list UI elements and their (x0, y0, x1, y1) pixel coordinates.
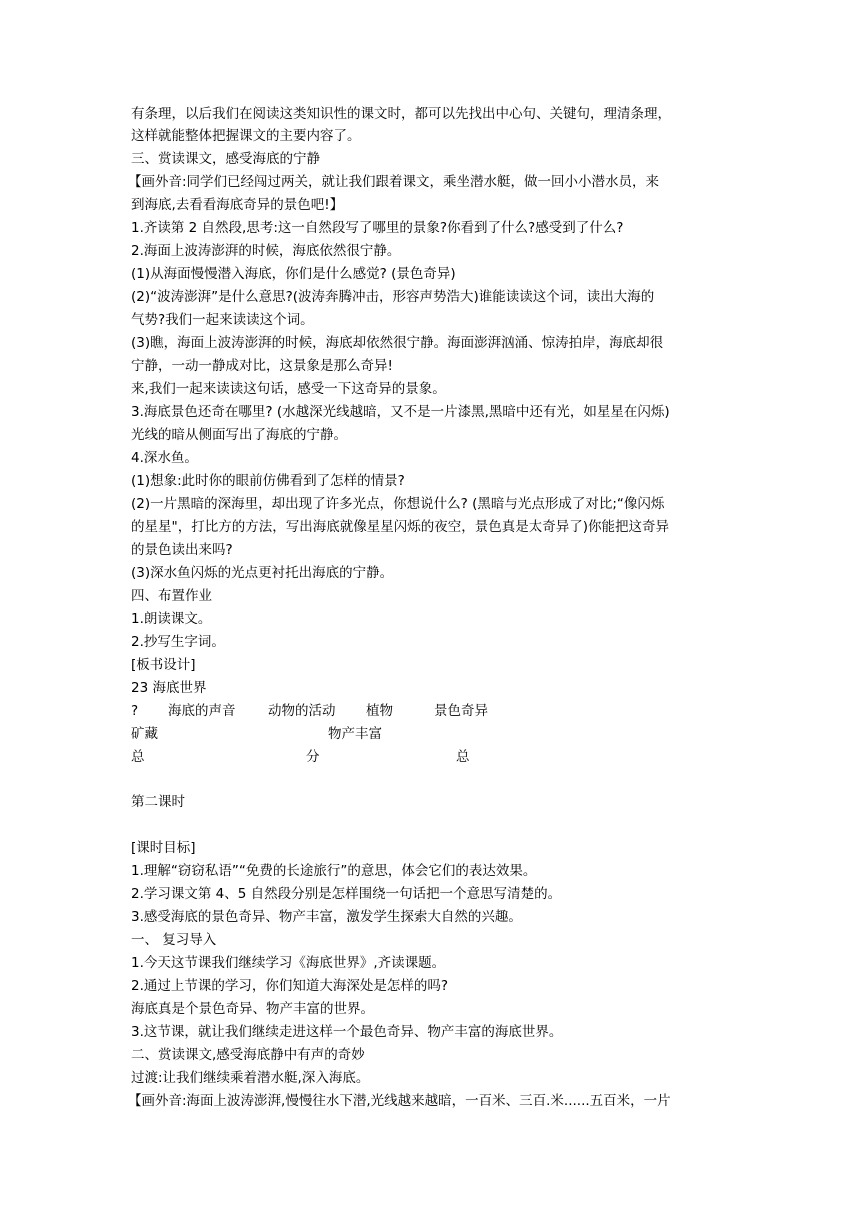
text-line: 3.海底景色还奇在哪里? (水越深光线越暗，又不是一片漆黑,黑暗中还有光，如星星在闪烁) (131, 404, 670, 420)
text-line: 2.抄写生字词。 (131, 634, 225, 650)
text-line: 2.学习课文第 4、5 自然段分别是怎样围绕一句话把一个意思写清楚的。 (131, 886, 562, 902)
board-cell: 矿藏 (131, 726, 158, 742)
text-line: 1.朗读课文。 (131, 611, 212, 627)
text-line: 1.齐读第 2 自然段,思考:这一自然段写了哪里的景象?你看到了什么?感受到了什么? (131, 220, 624, 236)
text-line: [课时目标] (131, 840, 196, 856)
text-line: 这样就能整体把握课文的主要内容了。 (131, 128, 361, 144)
board-cell: 物产丰富 (328, 726, 382, 742)
text-line: 1.理解“窃窃私语”“免费的长途旅行”的意思，体会它们的表达效果。 (131, 863, 537, 879)
text-line: 2.通过上节课的学习，你们知道大海深处是怎样的吗? (131, 978, 449, 994)
board-cell: 动物的活动 (268, 703, 336, 719)
text-line: 【画外音:海面上波涛澎湃,慢慢往水下潜,光线越来越暗，一百米、三百.米......五百米，一片 (128, 1093, 671, 1109)
text-line: 的景色读出来吗? (131, 542, 233, 558)
text-line: [板书设计] (131, 657, 196, 673)
text-line: 光线的暗从侧面写出了海底的宁静。 (131, 427, 347, 443)
text-line: (3)深水鱼闪烁的光点更衬托出海底的宁静。 (131, 565, 394, 581)
text-line: 4.深水鱼。 (131, 450, 198, 466)
text-line: (1)从海面慢慢潜入海底，你们是什么感觉? (景色奇异) (131, 266, 456, 282)
board-cell: 植物 (366, 703, 393, 719)
text-line: 23 海底世界 (131, 680, 207, 696)
text-line: 3.这节课，就让我们继续走进这样一个最色奇异、物产丰富的海底世界。 (131, 1024, 563, 1040)
text-line: 气势?我们一起来读读这个词。 (131, 312, 314, 328)
text-line: 的星星"，打比方的方法，写出海底就像星星闪烁的夜空，景色真是太奇异了)你能把这奇异 (131, 519, 669, 535)
board-cell: 海底的声音 (168, 703, 236, 719)
text-line: 2.海面上波涛澎湃的时候，海底依然很宁静。 (131, 243, 401, 259)
text-line: 1.今天这节课我们继续学习《海底世界》,齐读课题。 (131, 955, 446, 971)
text-line: 海底真是个景色奇异、物产丰富的世界。 (131, 1001, 374, 1017)
text-line: (2)一片黑暗的深海里，却出现了许多光点，你想说什么? (黑暗与光点形成了对比;“像闪烁 (131, 496, 665, 512)
text-line: 3.感受海底的景色奇异、物产丰富，激发学生探索大自然的兴趣。 (131, 909, 522, 925)
lesson-heading: 第二课时 (131, 794, 185, 810)
text-line: (1)想象:此时你的眼前仿佛看到了怎样的情景? (131, 473, 405, 489)
text-line: 过渡:让我们继续乘着潜水艇,深入海底。 (131, 1070, 370, 1086)
board-cell: 总 (131, 749, 145, 765)
board-cell: 分 (306, 749, 320, 765)
text-line: 【画外音:同学们已经闯过两关，就让我们跟着课文，乘坐潜水艇，做一回小小潜水员，来 (128, 174, 660, 190)
board-cell: 景色奇异 (434, 703, 488, 719)
section-heading: 二、赏读课文,感受海底静中有声的奇妙 (131, 1047, 365, 1063)
text-line: (2)“波涛澎湃”是什么意思?(波涛奔腾冲击，形容声势浩大)谁能读读这个词，读出大海的 (131, 289, 655, 305)
text-line: 有条理，以后我们在阅读这类知识性的课文时，都可以先找出中心句、关键句，理清条理， (131, 106, 671, 122)
text-line: 宁静，一动一静成对比，这景象是那么奇异! (131, 358, 393, 374)
text-line: (3)瞧，海面上波涛澎湃的时候，海底却依然很宁静。海面澎湃汹涌、惊涛拍岸，海底却很 (131, 335, 664, 351)
board-cell: ? (131, 703, 139, 719)
section-heading: 一、 复习导入 (131, 932, 217, 948)
text-line: 到海底,去看看海底奇异的景色吧!】 (131, 197, 344, 213)
section-heading: 三、赏读课文，感受海底的宁静 (131, 151, 320, 167)
section-heading: 四、布置作业 (131, 588, 212, 604)
board-cell: 总 (456, 749, 470, 765)
text-line: 来,我们一起来读读这句话，感受一下这奇异的景象。 (131, 381, 446, 397)
